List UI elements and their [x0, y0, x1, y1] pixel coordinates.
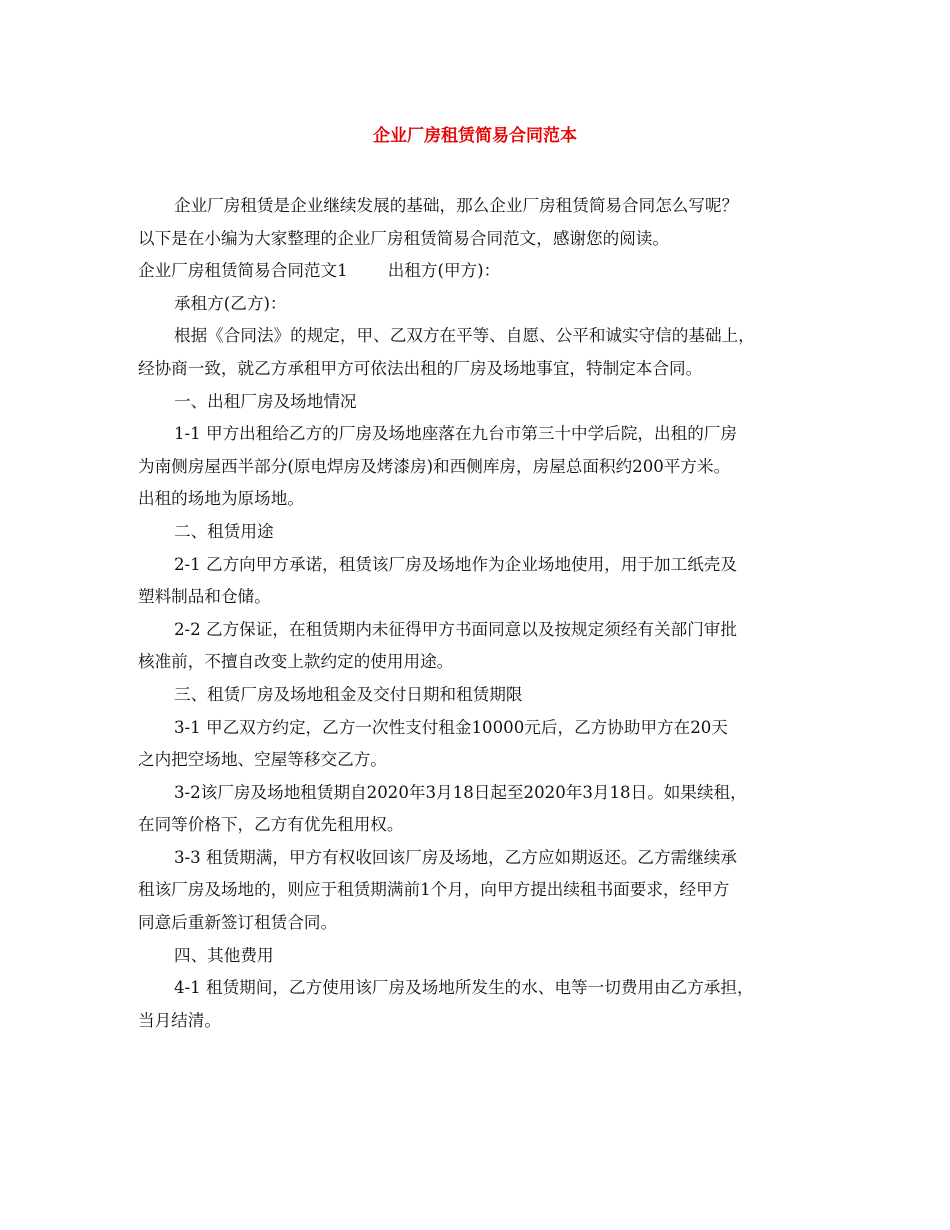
clause-3-2-line-1: 3-2该厂房及场地租赁期自2020年3月18日起至2020年3月18日。如果续租， [174, 782, 747, 802]
clause-2-1-line-2: 塑料制品和仓储。 [138, 587, 271, 607]
clause-3-1-line-2: 之内把空场地、空屋等移交乙方。 [138, 750, 387, 770]
clause-2-1-line-1: 2-1 乙方向甲方承诺，租赁该厂房及场地作为企业场地使用，用于加工纸壳及 [174, 554, 737, 574]
clause-2-2-line-1: 2-2 乙方保证，在租赁期内未征得甲方书面同意以及按规定须经有关部门审批 [174, 619, 737, 639]
clause-3-3-line-1: 3-3 租赁期满，甲方有权收回该厂房及场地，乙方应如期返还。乙方需继续承 [174, 847, 737, 867]
document-body [138, 190, 828, 1037]
sample-heading: 企业厂房租赁简易合同范文1 [138, 261, 348, 281]
clause-1-1-line-1: 1-1 甲方出租给乙方的厂房及场地座落在九台市第三十中学后院，出租的厂房 [174, 424, 737, 444]
clause-4-1-line-2: 当月结清。 [138, 1010, 221, 1030]
clause-2-2-line-2: 核准前，不擅自改变上款约定的使用用途。 [138, 652, 454, 672]
section-1-title: 一、出租厂房及场地情况 [174, 391, 357, 411]
clause-1-1-line-3: 出租的场地为原场地。 [138, 489, 304, 509]
intro-line-2: 以下是在小编为大家整理的企业厂房租赁简易合同范文，感谢您的阅读。 [138, 228, 669, 248]
sample-heading-row [138, 255, 828, 288]
section-4-title: 四、其他费用 [174, 945, 274, 965]
section-3-title: 三、租赁厂房及场地租金及交付日期和租赁期限 [174, 684, 523, 704]
preamble-line-1: 根据《合同法》的规定，甲、乙双方在平等、自愿、公平和诚实守信的基础上， [174, 326, 755, 346]
clause-3-1-line-1: 3-1 甲乙双方约定，乙方一次性支付租金10000元后，乙方协助甲方在20天 [174, 717, 728, 737]
clause-3-3-line-2: 租该厂房及场地的，则应于租赁期满前1个月，向甲方提出续租书面要求，经甲方 [138, 880, 730, 900]
lessor-label: 出租方(甲方)： [387, 261, 501, 281]
clause-3-3-line-3: 同意后重新签订租赁合同。 [138, 913, 338, 933]
clause-1-1-line-2: 为南侧房屋西半部分(原电焊房及烤漆房)和西侧库房，房屋总面积约200平方米。 [138, 456, 731, 476]
preamble-line-2: 经协商一致，就乙方承租甲方可依法出租的厂房及场地事宜，特制定本合同。 [138, 358, 703, 378]
document-title: 企业厂房租赁简易合同范本 [373, 126, 577, 146]
intro-line-1: 企业厂房租赁是企业继续发展的基础，那么企业厂房租赁简易合同怎么写呢？ [174, 196, 739, 215]
clause-4-1-line-1: 4-1 租赁期间，乙方使用该厂房及场地所发生的水、电等一切费用由乙方承担， [174, 978, 754, 998]
lessee-label: 承租方(乙方)： [174, 293, 287, 313]
section-2-title: 二、租赁用途 [174, 521, 274, 541]
clause-3-2-line-2: 在同等价格下，乙方有优先租用权。 [138, 815, 404, 835]
